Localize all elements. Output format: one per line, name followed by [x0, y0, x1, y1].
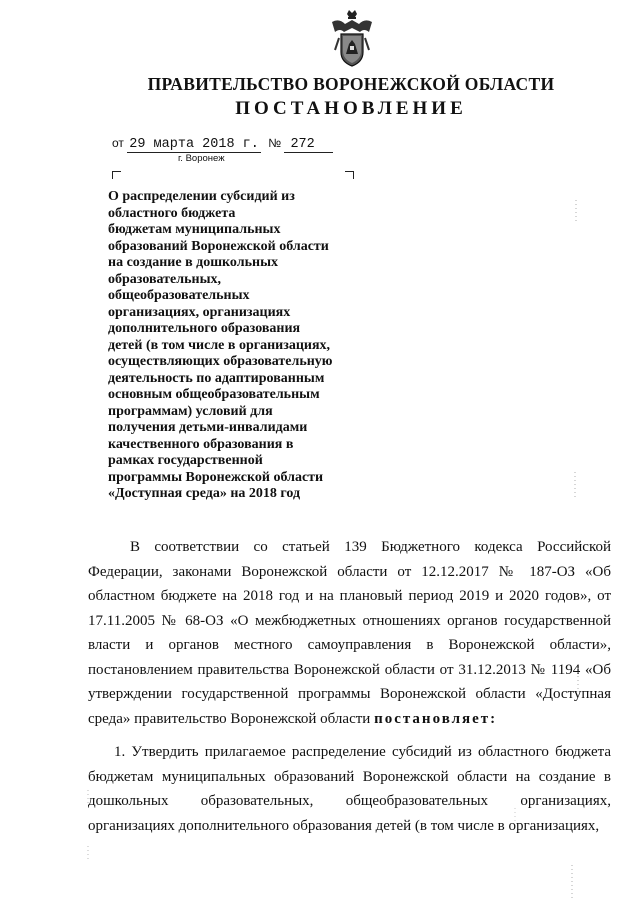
subject-line: программы Воронежской области — [108, 469, 324, 485]
subject-line: образовательных, — [108, 271, 222, 287]
subject-line: образований Воронежской области — [108, 238, 329, 254]
subject-line: бюджетам муниципальных — [108, 222, 281, 237]
subject-line: рамках государственной — [108, 453, 263, 468]
subject-line: общеобразовательных — [108, 288, 250, 303]
subject-line: на создание в дошкольных — [108, 255, 278, 270]
subject-line: организациях, организациях — [108, 304, 291, 320]
subject-line: О распределении субсидий из — [108, 189, 295, 204]
preamble-text: В соответствии со статьей 139 Бюджетного кодекса Российской Федерации, законами Воронежской области от 12.12.2017 № 187-ОЗ «Об областном бюджете на 2018 год и на плановый период 2019 и 2020 годов», от 17.11.2005 № 68-ОЗ «О межбюджетных отношениях органов государственной власти и органов местного самоуправления в Воронежской области», постановлением правительства Воронежской области от 31.12.2013 № 1194 «Об утверждении государственной программы Воронежской области «Доступная среда» правительство Воронежской области — [88, 539, 611, 727]
government-title: ПРАВИТЕЛЬСТВО ВОРОНЕЖСКОЙ ОБЛАСТИ — [147, 74, 555, 94]
subject-line: осуществляющих образовательную — [108, 354, 333, 369]
subject-line: деятельность по адаптированным — [108, 370, 325, 386]
subject-line: программам) условий для — [108, 403, 273, 419]
document-type: ПОСТАНОВЛЕНИЕ — [235, 98, 467, 119]
subject-line: качественного образования в — [108, 436, 294, 452]
document-number: 272 — [284, 137, 332, 153]
subject-line: «Доступная среда» на 2018 год — [108, 486, 301, 501]
decree-word: постановляет: — [374, 710, 498, 727]
date-prefix: от — [112, 136, 124, 150]
subject-line: дополнительного образования — [108, 321, 301, 336]
subject-line: основным общеобразовательным — [108, 387, 320, 402]
number-label: № — [268, 136, 282, 150]
item-1-paragraph: 1. Утвердить прилагаемое распределение субсидий из областного бюджета бюджетам муниципальных образований Воронежской области на создание в дошкольных образовательных, общеобразовательных организациях, организациях дополнительного образования детей (в том числе в организациях, — [88, 744, 611, 834]
subject-line: получения детьми-инвалидами — [108, 420, 308, 435]
document-place: г. Воронеж — [178, 153, 225, 164]
subject-line: областного бюджета — [108, 205, 236, 221]
document-date: 29 марта 2018 г. — [129, 137, 259, 152]
subject-line: детей (в том числе в организациях, — [108, 337, 331, 353]
